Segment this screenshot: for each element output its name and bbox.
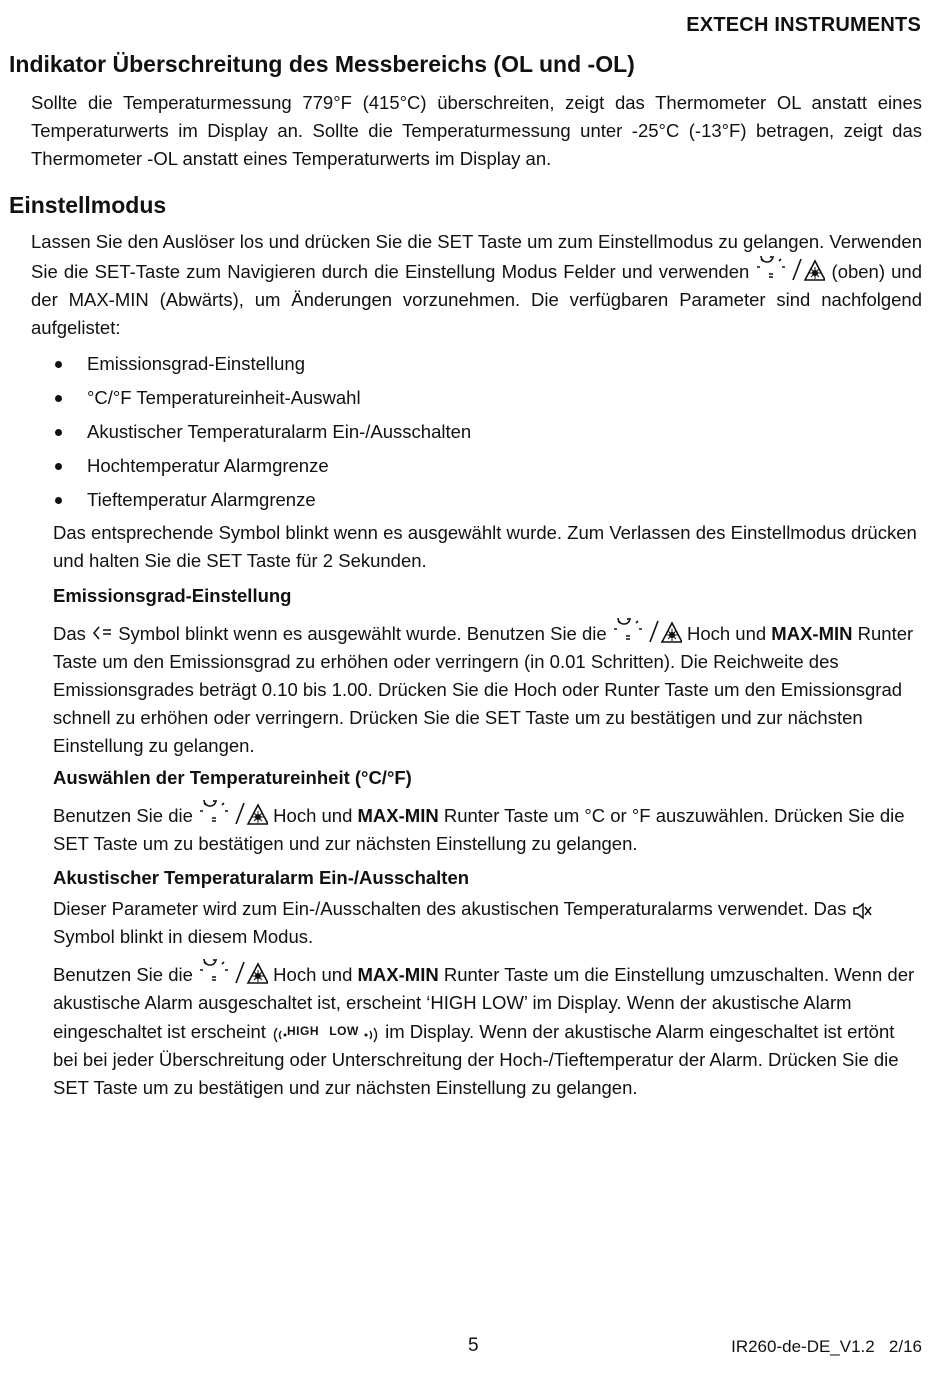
alarm-intro-paragraph [53,895,923,951]
list-item-text: Emissionsgrad-Einstellung [87,353,305,374]
display-low-label: LOW [329,1024,359,1038]
sound-waves-left-icon [271,1026,287,1044]
emissivity-text-3: Hoch und [686,623,767,644]
alarm-sound-icon [271,1021,385,1042]
units-text-2: Hoch und [273,805,353,826]
emissivity-text-2: Symbol blinkt wenn es ausgewählt wurde. Benutzen Sie die [118,623,607,644]
alarm-text-a1: Dieser Parameter wird zum Ein-/Ausschalten des akustischen Temperaturalarms verwendet. Das [53,898,847,919]
bullet-icon [55,429,62,436]
bullet-icon [55,497,62,504]
subsection-title-units: Auswählen der Temperatureinheit (°C/°F) [53,767,412,788]
section-title-setup-mode: Einstellmodus [9,192,167,218]
alarm-text-b4: im Display. Wenn der akustische Alarm eingeschaltet ist ertönt bei bei jeder Überschreitung oder Unterschreitung der Hoch-/Tieftemperatur der Alarm. Drücken Sie die SET Taste um zu bestätigen und zur nächsten Einstellung zu gelangen. [53,1021,899,1098]
max-min-key-label: MAX-MIN [771,623,853,644]
sound-waves-right-icon [364,1026,380,1044]
bullet-icon [55,395,62,402]
alarm-usage-paragraph [53,959,923,1102]
list-item [55,486,471,520]
units-paragraph [53,800,923,858]
setup-intro-text-a: Lassen Sie den Auslöser los und drücken Sie die SET Taste um zum Einstellmodus zu gelangen. Verwenden Sie die SET-Taste zum Navigieren durch die Einstellung Modus Felder und verwenden [31,231,922,282]
setup-outro-paragraph: Das entsprechende Symbol blinkt wenn es ausgewählt wurde. Zum Verlassen des Einstellmodus drücken und halten Sie die SET Taste für 2 Sekunden. [53,522,917,571]
units-text-1: Benutzen Sie die [53,805,193,826]
parameter-list [55,350,471,520]
backlight-laser-icon [612,618,682,646]
emissivity-paragraph [53,618,923,760]
document-id: IR260-de-DE_V1.2 2/16 [731,1337,922,1356]
subsection-title-alarm: Akustischer Temperaturalarm Ein-/Ausschalten [53,867,470,888]
display-high-label: HIGH [287,1024,320,1038]
emissivity-text-4: Runter Taste um den Emissionsgrad zu erhöhen oder verringern (in 0.01 Schritten). Die Reichweite des Emissionsgrades beträgt 0.10 bis 1.00. Drücken Sie die Hoch oder Runter Taste um den Emissionsgrad schnell zu erhöhen oder verringern. Drücken Sie die SET Taste um zu bestätigen und zur nächsten Einstellung zu gelangen. [53,623,914,756]
emissivity-text-1: Das [53,623,86,644]
brand-header: EXTECH INSTRUMENTS [686,14,921,36]
bullet-icon [55,463,62,470]
backlight-laser-icon [198,959,268,987]
max-min-key-label: MAX-MIN [357,805,439,826]
alarm-text-b1: Benutzen Sie die [53,964,193,985]
backlight-laser-icon [755,256,825,284]
list-item [55,418,471,452]
list-item [55,384,471,418]
alarm-text-a2: Symbol blinkt in diesem Modus. [53,926,314,947]
alarm-text-b2: Hoch und [273,964,353,985]
list-item [55,350,471,384]
alarm-text-b3: Runter Taste um die Einstellung umzuschalten. Wenn der akustische Alarm ausgeschaltet ist, erscheint ‘HIGH LOW’ im Display. Wenn der akustische Alarm eingeschaltet ist erscheint [53,964,915,1042]
page-number: 5 [468,1335,479,1356]
max-min-key-label: MAX-MIN [357,964,439,985]
setup-intro-text-b: (oben) und der MAX-MIN (Abwärts), um Änderungen vorzunehmen. Die verfügbaren Parameter sind nachfolgend aufgelistet: [31,261,922,338]
section-title-overrange: Indikator Überschreitung des Messbereichs (OL und -OL) [9,51,635,77]
units-text-3: Runter Taste um °C or °F auszuwählen. Drücken Sie die SET Taste um zu bestätigen und zur nächsten Einstellung zu gelangen. [53,805,905,854]
speaker-off-icon [852,901,872,921]
list-item-text: °C/°F Temperatureinheit-Auswahl [87,387,361,408]
list-item-text: Akustischer Temperaturalarm Ein-/Ausschalten [87,421,472,442]
overrange-paragraph: Sollte die Temperaturmessung 779°F (415°C) überschreiten, zeigt das Thermometer OL anstatt eines Temperaturwerts im Display an. Sollte die Temperaturmessung unter -25°C (-13°F) betragen, zeigt das Thermometer -OL anstatt eines Temperaturwerts im Display an. [31,92,922,169]
list-item-text: Tieftemperatur Alarmgrenze [87,489,316,510]
bullet-icon [55,361,62,368]
setup-intro-paragraph [31,228,922,342]
list-item [55,452,471,486]
backlight-laser-icon [198,800,268,828]
subsection-title-emissivity: Emissionsgrad-Einstellung [53,585,292,606]
list-item-text: Hochtemperatur Alarmgrenze [87,455,329,476]
emissivity-icon [91,624,113,646]
